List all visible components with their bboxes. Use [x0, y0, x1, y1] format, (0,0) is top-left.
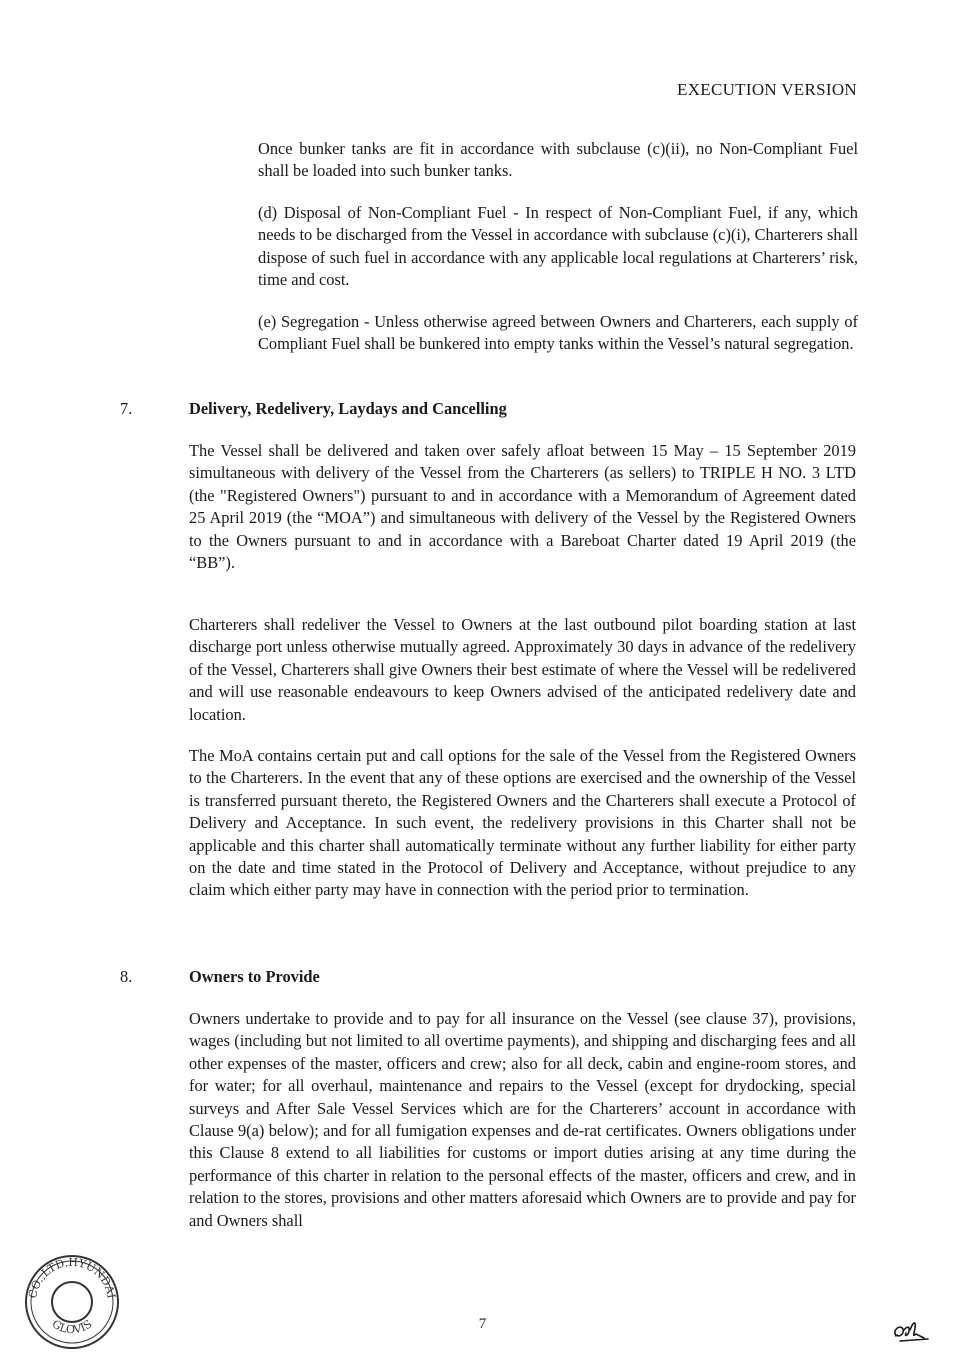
segregation-paragraph: (e) Segregation - Unless otherwise agreed between Owners and Charterers, each supply of Compliant Fuel shall be bunkered into empty tanks within the Vessel’s natural segregation.: [258, 312, 858, 354]
clause-8-owners-paragraph: Owners undertake to provide and to pay for all insurance on the Vessel (see clause 37), provisions, wages (including but not limited to all overtime payments), and shipping and discharging fees and all other expenses of the master, officers and crew; also for all deck, cabin and engine-room stores, and for water; for all overhaul, maintenance and repairs to the Vessel (except for drydocking, special surveys and After Sale Vessel Services which are for the Charterers’ account in accordance with Clause 9(a) below); and for all fumigation expenses and de-rat certificates. Owners obligations under this Clause 8 extend to all liabilities for customs or import duties arising at any time during the performance of this charter in relation to the personal effects of the master, officers and crew, and in relation to the stores, provisions and other matters aforesaid which Owners are to provide and pay for and Owners shall: [189, 1009, 856, 1230]
clause-7-options-paragraph: The MoA contains certain put and call options for the sale of the Vessel from the Registered Owners to the Charterers. In the event that any of these options are exercised and the ownership of the Vessel is transferred pursuant thereto, the Registered Owners and the Charterers shall execute a Protocol of Delivery and Acceptance. In such event, the redelivery provisions in this Charter shall not be applicable and this charter shall automatically terminate without any further liability for either party on the date and time stated in the Protocol of Delivery and Acceptance, without prejudice to any claim which either party may have in connection with the period prior to termination.: [189, 746, 856, 900]
seal-text-bottom: GLOVIS: [49, 1317, 95, 1337]
bunker-tanks-paragraph: Once bunker tanks are fit in accordance with subclause (c)(ii), no Non-Compliant Fuel shall be loaded into such bunker tanks.: [258, 139, 858, 181]
clause-7-number: 7.: [120, 399, 133, 418]
seal-text-top: CO.,LTD.HYUNDAI: [26, 1255, 118, 1300]
page-number: 7: [478, 1316, 487, 1332]
handwritten-initials-signature: [890, 1316, 932, 1344]
clause-7-delivery-paragraph: The Vessel shall be delivered and taken over safely afloat between 15 May – 15 September 2019 simultaneous with delivery of the Vessel from the Charterers (as sellers) to TRIPLE H NO. 3 LTD (the "Registered Owners") pursuant to and in accordance with a Memorandum of Agreement dated 25 April 2019 (the “MOA”) and simultaneous with delivery of the Vessel by the Registered Owners to the Owners pursuant to and in accordance with a Bareboat Charter dated 19 April 2019 (the “BB”).: [189, 441, 856, 573]
clause-8-number: 8.: [120, 967, 133, 986]
clause-7-title: Delivery, Redelivery, Laydays and Cancelling: [189, 399, 507, 418]
clause-8-title: Owners to Provide: [189, 967, 320, 986]
company-seal-stamp: [22, 1252, 122, 1352]
execution-version-header: EXECUTION VERSION: [677, 80, 857, 99]
disposal-paragraph: (d) Disposal of Non-Compliant Fuel - In respect of Non-Compliant Fuel, if any, which needs to be discharged from the Vessel in accordance with subclause (c)(i), Charterers shall dispose of such fuel in accordance with any applicable local regulations at Charterers’ risk, time and cost.: [258, 203, 858, 290]
clause-7-redelivery-paragraph: Charterers shall redeliver the Vessel to Owners at the last outbound pilot boarding station at last discharge port unless otherwise mutually agreed. Approximately 30 days in advance of the redelivery of the Vessel, Charterers shall give Owners their best estimate of where the Vessel will be redelivered and will use reasonable endeavours to keep Owners advised of the anticipated redelivery date and location.: [189, 615, 856, 724]
